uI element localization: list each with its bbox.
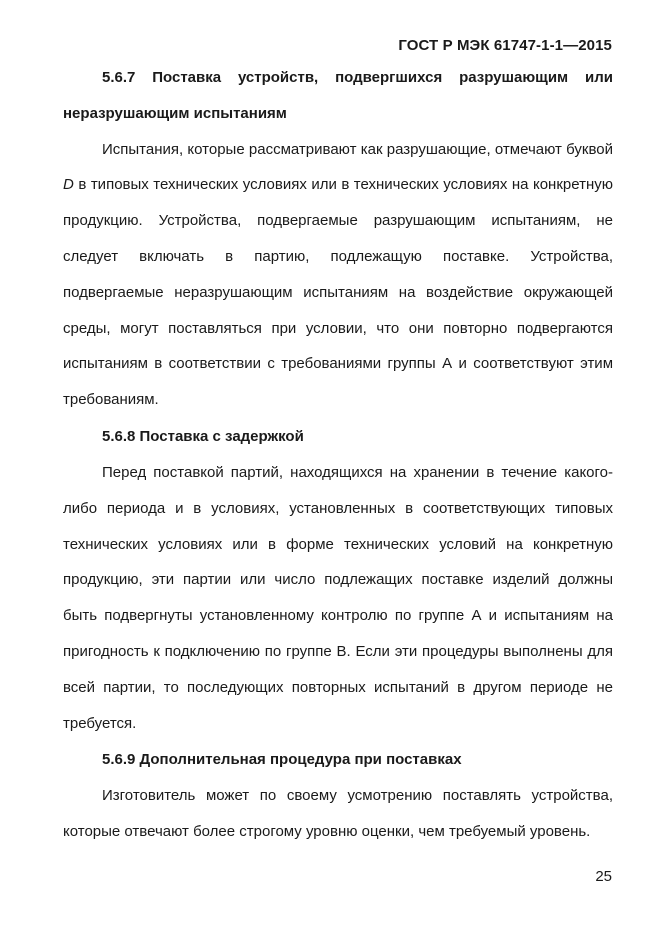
section-title-5-6-8: 5.6.8 Поставка с задержкой bbox=[102, 427, 304, 445]
destructive-test-letter: D bbox=[63, 176, 74, 194]
paragraph-text-start: Испытания, которые рассматривают как разрушающие, отмечают буквой bbox=[102, 140, 613, 158]
document-body bbox=[63, 60, 613, 850]
section-paragraph-5-6-7 bbox=[63, 132, 613, 418]
section-paragraph-5-6-8: Перед поставкой партий, находящихся на хранении в течение какого-либо периода и в условиях, установленных в соответствующих типовых технических условиях или в форме технических условий на конкретную продукцию, эти партии или число подлежащих поставке изделий должны быть подвергнуты установленному контролю по группе А и испытаниям на пригодность к подключению по группе В. Если эти процедуры выполнены для всей партии, то последующих повторных испытаний в другом периоде не требуется. bbox=[63, 463, 613, 732]
section-paragraph-5-6-9: Изготовитель может по своему усмотрению поставлять устройства, которые отвечают более строгому уровню оценки, чем требуемый уровень. bbox=[63, 787, 613, 841]
page-number: 25 bbox=[595, 868, 612, 885]
paragraph-text-end: в типовых технических условиях или в технических условиях на конкретную продукцию. Устройства, подвергаемые разрушающим испытаниям, не следует включать в партию, подлежащую поставке. Устройства, подвергаемые неразрушающим испытаниям на воздействие окружающей среды, могут поставляться при условии, что они повторно подвергаются испытаниям в соответствии с требованиями группы А и соответствуют этим требованиям. bbox=[63, 176, 613, 409]
section-title-5-6-7: 5.6.7 Поставка устройств, подвергшихся разрушающим или неразрушающим испытаниям bbox=[63, 69, 613, 122]
section-title-5-6-9: 5.6.9 Дополнительная процедура при поставках bbox=[102, 751, 462, 769]
standard-header: ГОСТ Р МЭК 61747-1-1—2015 bbox=[398, 37, 612, 54]
